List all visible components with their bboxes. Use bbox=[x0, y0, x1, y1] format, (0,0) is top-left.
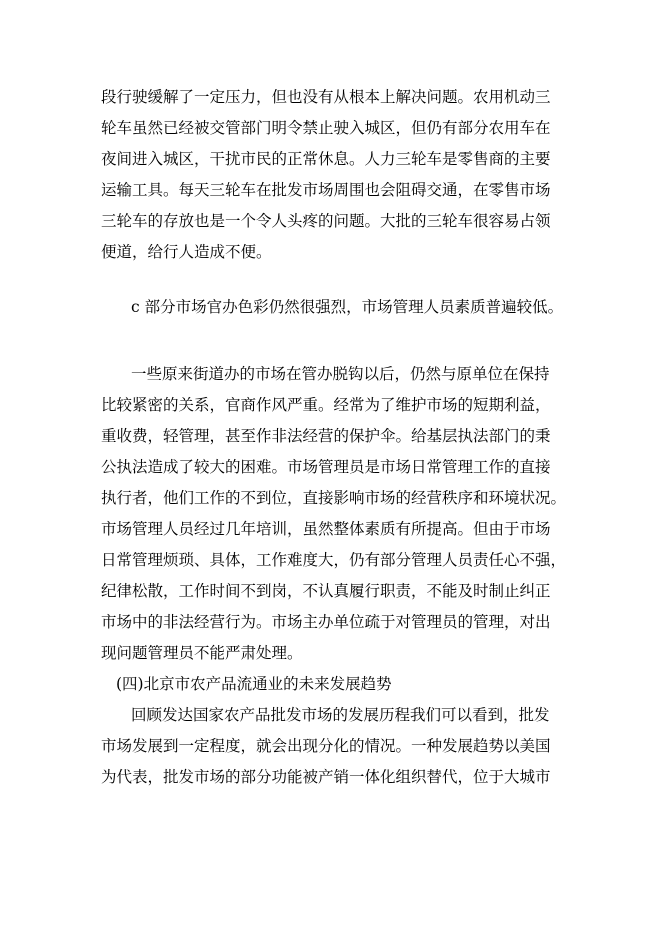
text-line: 为代表，批发市场的部分功能被产销一体化组织替代，位于大城市 bbox=[101, 768, 551, 786]
section-heading: (四)北京市农产品流通业的未来发展趋势 bbox=[116, 675, 392, 693]
text-line: 市场发展到一定程度，就会出现分化的情况。一种发展趋势以美国 bbox=[101, 737, 551, 755]
text-line: 比较紧密的关系，官商作风严重。经常为了维护市场的短期利益， bbox=[101, 396, 551, 414]
text-line: 重收费，轻管理，甚至作非法经营的保护伞。给基层执法部门的秉 bbox=[101, 427, 551, 445]
text-line: 轮车虽然已经被交管部门明令禁止驶入城区，但仍有部分农用车在 bbox=[101, 119, 551, 137]
text-line: 市场管理人员经过几年培训，虽然整体素质有所提高。但由于市场 bbox=[101, 520, 551, 538]
text-line: 执行者，他们工作的不到位，直接影响市场的经营秩序和环境状况。 bbox=[101, 489, 567, 507]
text-line: 市场中的非法经营行为。市场主办单位疏于对管理员的管理，对出 bbox=[101, 613, 551, 631]
subheading-line: c 部分市场官办色彩仍然很强烈，市场管理人员素质普遍较低。 bbox=[131, 298, 564, 316]
text-line: 运输工具。每天三轮车在批发市场周围也会阻碍交通，在零售市场 bbox=[101, 181, 551, 199]
text-line: 回顾发达国家农产品批发市场的发展历程我们可以看到，批发 bbox=[131, 706, 550, 724]
text-line: 段行驶缓解了一定压力，但也没有从根本上解决问题。农用机动三 bbox=[101, 88, 551, 106]
text-line: 日常管理烦琐、具体，工作难度大，仍有部分管理人员责任心不强， bbox=[101, 551, 567, 569]
text-line: 便道，给行人造成不便。 bbox=[101, 243, 272, 261]
text-line: 纪律松散，工作时间不到岗，不认真履行职责，不能及时制止纠正 bbox=[101, 582, 551, 600]
text-line: 一些原来街道办的市场在管办脱钩以后，仍然与原单位在保持 bbox=[131, 365, 550, 383]
text-line: 夜间进入城区，干扰市民的正常休息。人力三轮车是零售商的主要 bbox=[101, 150, 551, 168]
text-line: 公执法造成了较大的困难。市场管理员是市场日常管理工作的直接 bbox=[101, 458, 551, 476]
text-line: 三轮车的存放也是一个令人头疼的问题。大批的三轮车很容易占领 bbox=[101, 212, 551, 230]
text-line: 现问题管理员不能严肃处理。 bbox=[101, 644, 303, 662]
